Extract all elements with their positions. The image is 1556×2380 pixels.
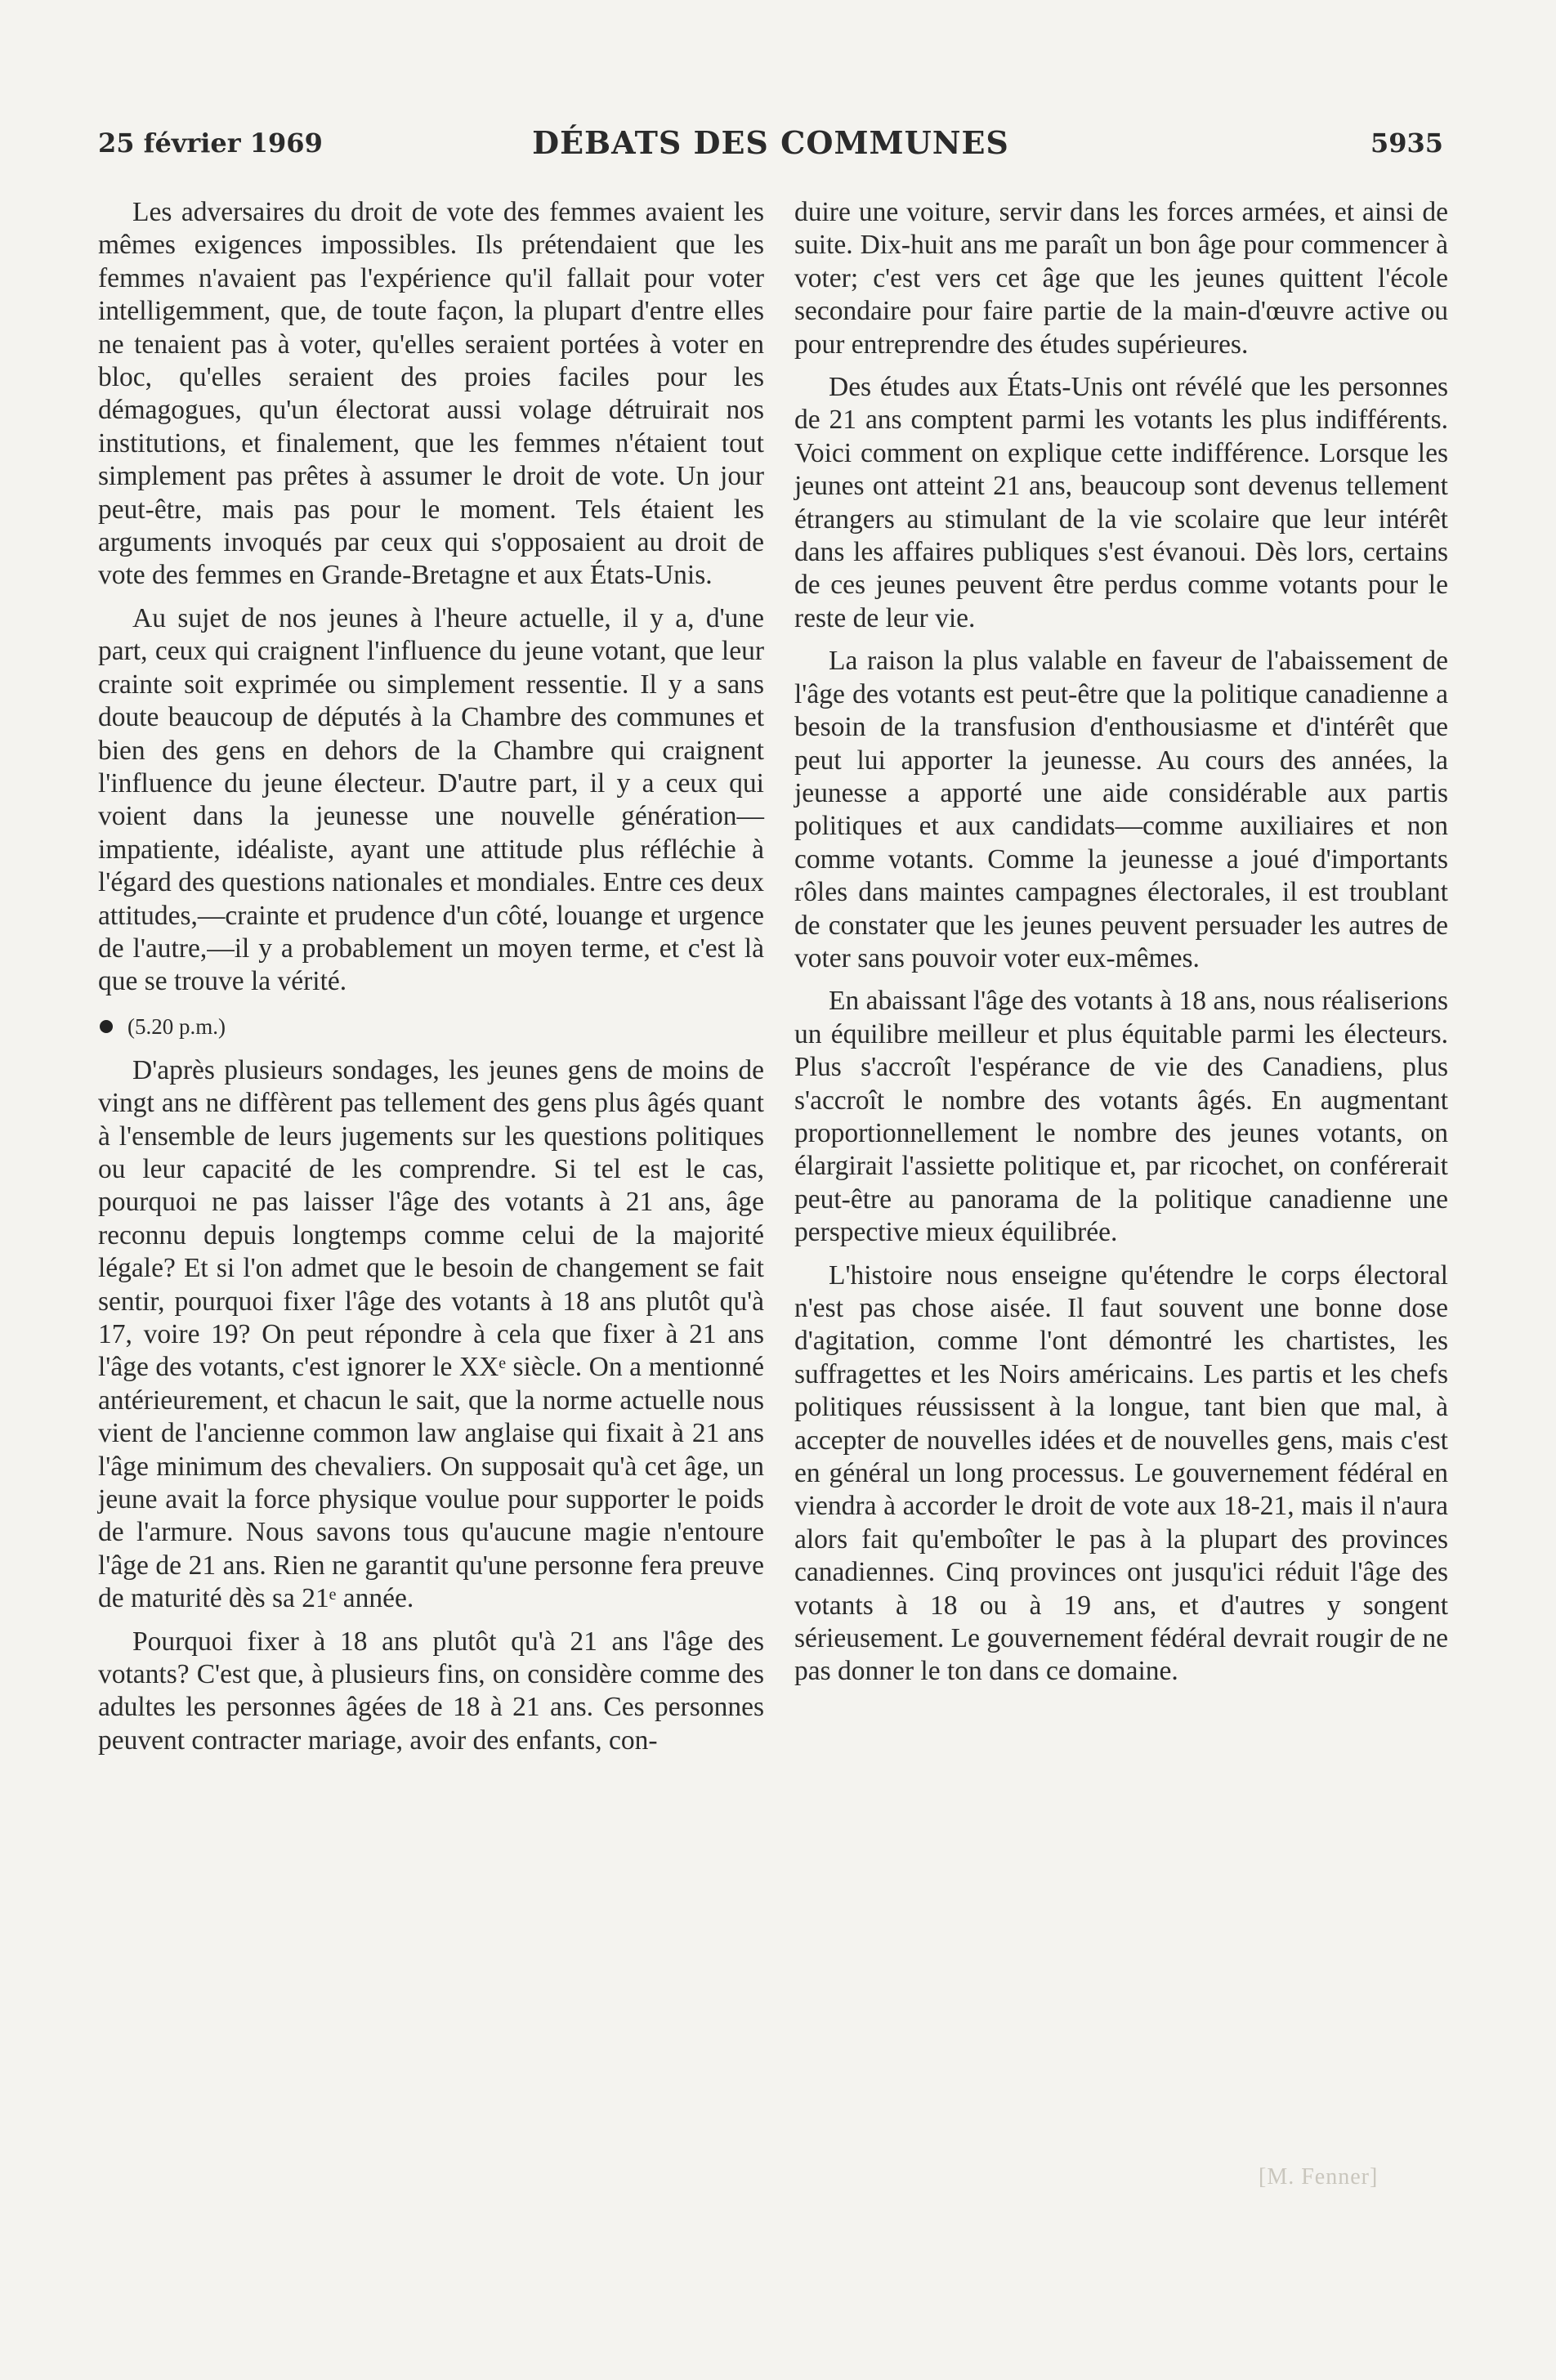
bleed-through-text: [M. Fenner] — [1259, 2164, 1379, 2190]
timestamp-text: (5.20 p.m.) — [127, 1013, 226, 1039]
timestamp — [98, 1013, 764, 1040]
header-date: 25 février 1969 — [98, 128, 323, 159]
left-column — [98, 196, 764, 1767]
paragraph: D'après plusieurs sondages, les jeunes gens de moins de vingt ans ne diffèrent pas tellement des gens plus âgés quant à l'ensemble de leurs jugements sur les questions politiques ou leur capacité de les comprendre. Si tel est le cas, pourquoi ne pas laisser l'âge des votants à 21 ans, âge reconnu depuis longtemps comme celui de la majorité légale? Et si l'on admet que le besoin de changement se fait sentir, pourquoi fixer l'âge des votants à 18 ans plutôt qu'à 17, voire 19? On peut répondre à cela que fixer à 21 ans l'âge des votants, c'est ignorer le XXᵉ siècle. On a mentionné antérieurement, et chacun le sait, que la norme actuelle nous vient de l'ancienne common law anglaise qui fixait à 21 ans l'âge minimum des chevaliers. On supposait qu'à cet âge, un jeune avait la force physique voulue pour supporter le poids de l'armure. Nous savons tous qu'aucune magie n'entoure l'âge de 21 ans. Rien ne garantit qu'une personne fera preuve de maturité dès sa 21ᵉ année. — [98, 1054, 764, 1614]
paragraph: Au sujet de nos jeunes à l'heure actuelle, il y a, d'une part, ceux qui craignent l'influence du jeune votant, que leur crainte soit exprimée ou simplement ressentie. Il y a sans doute beaucoup de députés à la Chambre des communes et bien des gens en dehors de la Chambre qui craignent l'influence du jeune électeur. D'autre part, il y a ceux qui voient dans la jeunesse une nouvelle génération— impatiente, idéaliste, ayant une attitude plus réfléchie à l'égard des questions nationales et mondiales. Entre ces deux attitudes,—crainte et prudence d'un côté, louange et urgence de l'autre,—il y a probablement un moyen terme, et c'est là que se trouve la vérité. — [98, 602, 764, 997]
page-header — [98, 123, 1443, 163]
page-number: 5935 — [1370, 128, 1443, 159]
bullet-icon — [100, 1020, 113, 1033]
paragraph: Pourquoi fixer à 18 ans plutôt qu'à 21 ans l'âge des votants? C'est que, à plusieurs fins, on considère comme des adultes les personnes âgées de 18 à 21 ans. Ces personnes peuvent contracter mariage, avoir des enfants, con- — [98, 1626, 764, 1756]
paragraph: L'histoire nous enseigne qu'étendre le corps électoral n'est pas chose aisée. Il faut souvent une bonne dose d'agitation, comme l'ont démontré les chartistes, les suffragettes et les Noirs américains. Les partis et les chefs politiques réussissent à la longue, tant bien que mal, à accepter de nouvelles idées et de nouvelles gens, mais c'est en général un long processus. Le gouvernement fédéral en viendra à accorder le droit de vote aux 18-21, mais il n'aura alors fait qu'emboîter le pas à la plupart des provinces canadiennes. Cinq provinces ont jusqu'ici réduit l'âge des votants à 18 ou à 19 ans, et d'autres y songent sérieusement. Le gouvernement fédéral devrait rougir de ne pas donner le ton dans ce domaine. — [794, 1259, 1448, 1687]
right-column — [794, 196, 1448, 1698]
paragraph: Les adversaires du droit de vote des femmes avaient les mêmes exigences impossibles. Ils prétendaient que les femmes n'avaient pas l'expérience qu'il fallait pour voter intelligemment, que, de toute façon, la plupart d'entre elles ne tenaient pas à voter, qu'elles seraient portées à voter en bloc, qu'elles seraient des proies faciles pour les démagogues, qu'un électorat aussi volage détruirait nos institutions, et finalement, que les femmes n'étaient tout simplement pas prêtes à assumer le droit de vote. Un jour peut-être, mais pas pour le moment. Tels étaient les arguments invoqués par ceux qui s'opposaient au droit de vote des femmes en Grande-Bretagne et aux États-Unis. — [98, 197, 764, 591]
paragraph: Des études aux États-Unis ont révélé que les personnes de 21 ans comptent parmi les votants les plus indifférents. Voici comment on explique cette indifférence. Lorsque les jeunes ont atteint 21 ans, beaucoup sont devenus tellement étrangers au stimulant de la vie scolaire que leur intérêt dans les affaires publiques s'est évanoui. Dès lors, certains de ces jeunes peuvent être perdus comme votants pour le reste de leur vie. — [794, 372, 1448, 633]
paragraph-continued: duire une voiture, servir dans les forces armées, et ainsi de suite. Dix-huit ans me paraît un bon âge pour commencer à voter; c'est vers cet âge que les jeunes quittent l'école secondaire pour faire partie de la main-d'œuvre active ou pour entreprendre des études supérieures. — [794, 197, 1448, 360]
paragraph: La raison la plus valable en faveur de l'abaissement de l'âge des votants est peut-être que la politique canadienne a besoin de la transfusion d'enthousiasme et d'intérêt que peut lui apporter la jeunesse. Au cours des années, la jeunesse a apporté une aide considérable aux partis politiques et aux candidats—comme auxiliaires et non comme votants. Comme la jeunesse a joué d'importants rôles dans maintes campagnes électorales, il est troublant de constater que les jeunes peuvent persuader les autres de voter sans pouvoir voter eux-mêmes. — [794, 646, 1448, 973]
header-title: DÉBATS DES COMMUNES — [532, 124, 1009, 161]
paragraph: En abaissant l'âge des votants à 18 ans, nous réaliserions un équilibre meilleur et plus équitable parmi les électeurs. Plus s'accroît l'espérance de vie des Canadiens, plus s'accroît le nombre des votants âgés. En augmentant proportionnellement le nombre des jeunes votants, on élargirait l'assiette politique et, par ricochet, on conférerait peut-être au panorama de la politique canadienne une perspective mieux équilibrée. — [794, 986, 1448, 1248]
